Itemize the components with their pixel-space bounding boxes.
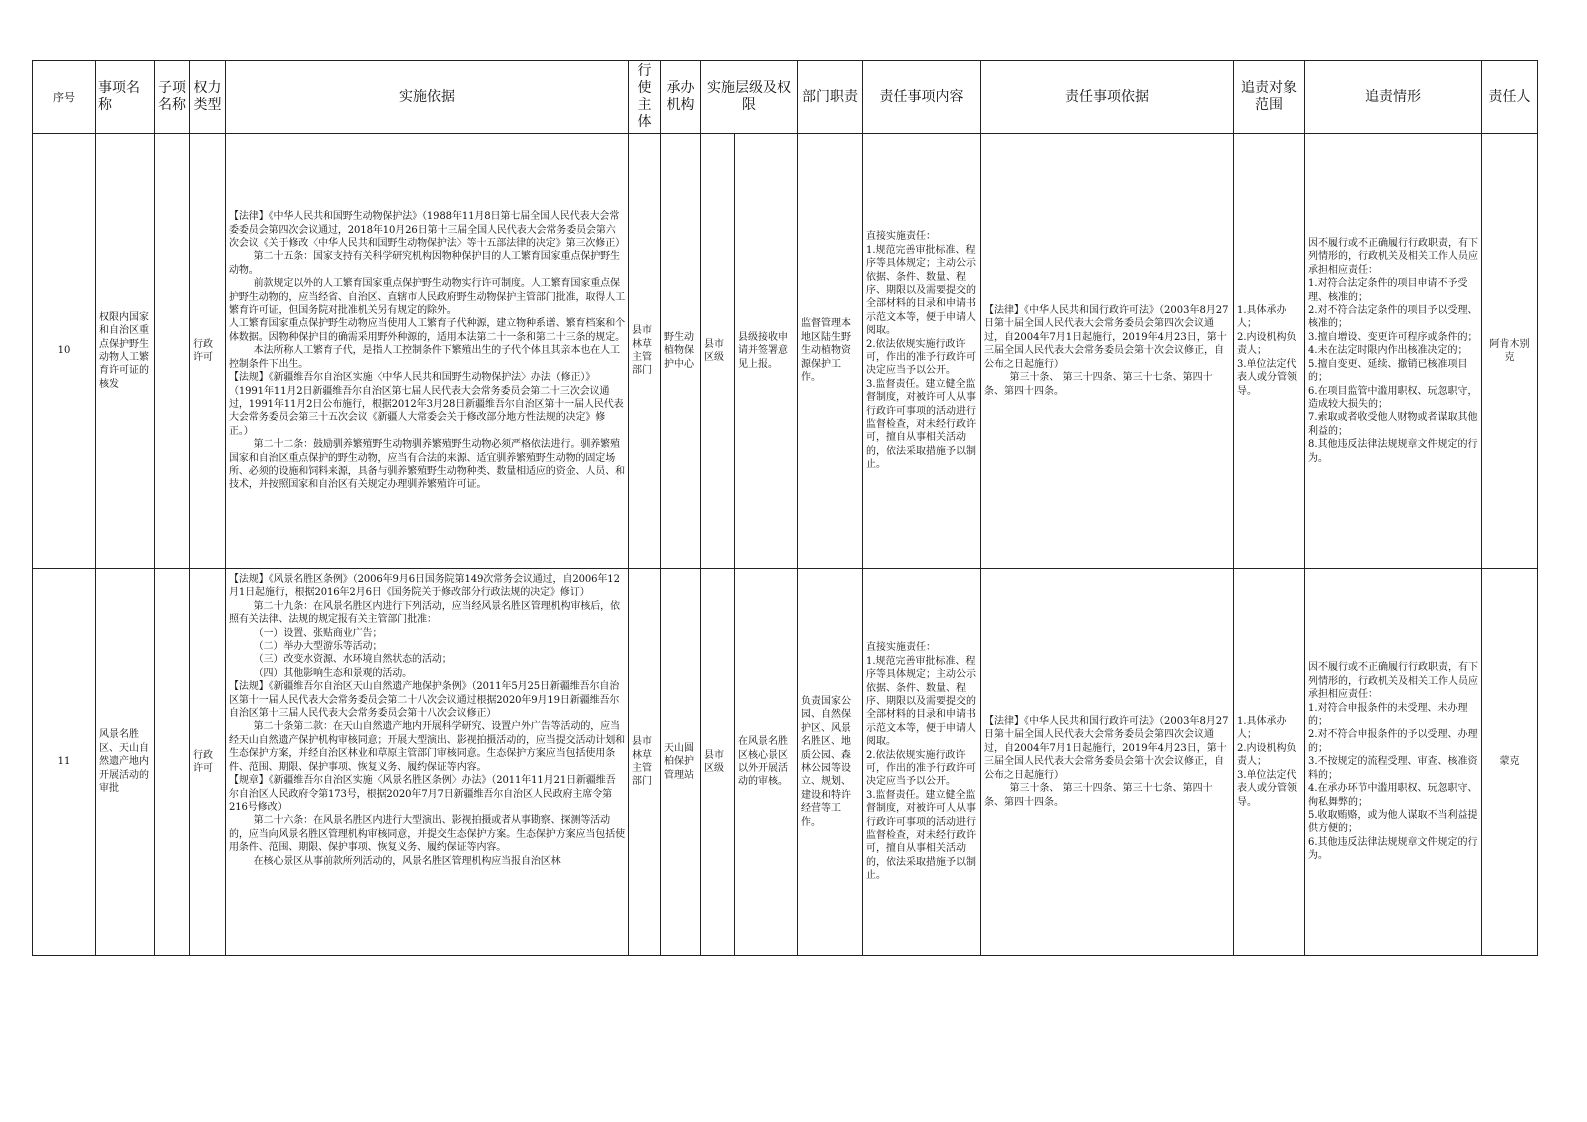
header-resp-basis: 责任事项依据 xyxy=(981,61,1234,134)
cell-responsible: 阿肯木别克 xyxy=(1482,134,1538,569)
responsibility-list-table xyxy=(32,60,1538,956)
header-seq: 序号 xyxy=(33,61,96,134)
cell-resp-content: 直接实施责任： 1.规范完善审批标准、程序等具体规定；主动公示依据、条件、数量、程序、期限以及需要提交的全部材料的目录和申请书示范文本等，便于申请人阅取。 2.依法依规实施行政许可，作出的准予行政许可决定应当予以公开。 3.监督责任。建立健全监督制度，对被许可人从事行政许可事项的活动进行监督检查，对未经行政许可，擅自从事相关活动的，依法采取措施予以制止。 xyxy=(863,569,981,956)
header-power-type: 权力类型 xyxy=(190,61,226,134)
cell-sub-item xyxy=(155,134,190,569)
cell-power-type: 行政许可 xyxy=(190,569,226,956)
cell-item-name: 风景名胜区、天山自然遗产地内开展活动的审批 xyxy=(96,569,155,956)
header-resp-content: 责任事项内容 xyxy=(863,61,981,134)
cell-executor: 县市林草主管部门 xyxy=(629,569,661,956)
header-dept-duty: 部门职责 xyxy=(798,61,863,134)
header-organizer: 承办机构 xyxy=(661,61,701,134)
header-account-scope: 追责对象范围 xyxy=(1234,61,1305,134)
header-sub-item: 子项名称 xyxy=(155,61,190,134)
cell-sub-item xyxy=(155,569,190,956)
header-executor: 行使主体 xyxy=(629,61,661,134)
header-basis: 实施依据 xyxy=(226,61,629,134)
cell-basis: 【法律】《中华人民共和国野生动物保护法》（1988年11月8日第七届全国人民代表大会常委委员会第四次会议通过，2018年10月26日第十三届全国人民代表大会常务委员会第六次会议《关于修改〈中华人民共和国野生动物保护法〉等十五部法律的决定》第三次修正） 第二十五条：国家支持有关科学研究机构因物种保护目的人工繁育国家重点保护野生动物。 前款规定以外的人工繁育国家重点保护野生动物实行许可制度。人工繁育国家重点保护野生动物的，应当经省、自治区、直辖市人民政府野生动物保护主管部门批准，取得人工繁育许可证，但国务院对批准机关另有规定的除外。 人工繁育国家重点保护野生动物应当使用人工繁育子代种源，建立物种系谱、繁育档案和个体数据。因物种保护目的确需采用野外种源的，适用本法第二十一条和第二十三条的规定。 本法所称人工繁育子代，是指人工控制条件下繁殖出生的子代个体且其亲本也在人工控制条件下出生。 【法规】《新疆维吾尔自治区实施〈中华人民共和国野生动物保护法〉办法（修正）》（1991年11月2日新疆维吾尔自治区第七届人民代表大会常务委员会第二十三次会议通过，1991年11月2日公布施行，根据2012年3月28日新疆维吾尔自治区第十一届人民代表大会常务委员会第三十五次会议《新疆人大常委会关于修改部分地方性法规的决定》修正。） 第二十二条：鼓励驯养繁殖野生动物驯养繁殖野生动物必须严格依法进行。驯养繁殖国家和自治区重点保护的野生动物，应当有合法的来源、适宜驯养繁殖野生动物的固定场所、必须的设施和饲料来源，具备与驯养繁殖野生动物种类、数量相适应的资金、人员、和技术，并按照国家和自治区有关规定办理驯养繁殖许可证。 xyxy=(226,134,629,569)
cell-responsible: 蒙克 xyxy=(1482,569,1538,956)
header-responsible: 责任人 xyxy=(1482,61,1538,134)
cell-basis: 【法规】《风景名胜区条例》（2006年9月6日国务院第149次常务会议通过，自2006年12月1日起施行，根据2016年2月6日《国务院关于修改部分行政法规的决定》修订） 第二十九条：在风景名胜区内进行下列活动，应当经风景名胜区管理机构审核后，依照有关法律、法规的规定报有关主管部门批准： （一）设置、张贴商业广告； （二）举办大型游乐等活动； （三）改变水资源、水环境自然状态的活动； （四）其他影响生态和景观的活动。 【法规】《新疆维吾尔自治区天山自然遗产地保护条例》（2011年5月25日新疆维吾尔自治区第十一届人民代表大会常务委员会第二十八次会议通过根据2020年9月19日新疆维吾尔自治区第十三届人民代表大会常务委员会第十八次会议修正） 第二十条第二款：在天山自然遗产地内开展科学研究、设置户外广告等活动的，应当经天山自然遗产保护机构审核同意；开展大型演出、影视拍摄活动的，应当提交活动计划和生态保护方案，并经自治区林业和草原主管部门审核同意。生态保护方案应当包括使用条件、范围、期限、保护事项、恢复义务、履约保证等内容。 【规章】《新疆维吾尔自治区实施〈风景名胜区条例〉办法》（2011年11月21日新疆维吾尔自治区人民政府令第173号，根据2020年7月7日新疆维吾尔自治区人民政府主席令第216号修改） 第二十六条：在风景名胜区内进行大型演出、影视拍摄或者从事勘察、探测等活动的，应当向风景名胜区管理机构审核同意，并提交生态保护方案。生态保护方案应当包括使用条件、范围、期限、保护事项、恢复义务、履约保证等内容。 在核心景区从事前款所列活动的，风景名胜区管理机构应当报自治区林 xyxy=(226,569,629,956)
cell-executor: 县市林草主管部门 xyxy=(629,134,661,569)
cell-level-a: 县市区级 xyxy=(701,569,735,956)
cell-resp-basis: 【法律】《中华人民共和国行政许可法》（2003年8月27日第十届全国人民代表大会常务委员会第四次会议通过，自2004年7月1日起施行，2019年4月23日，第十三届全国人民代表大会常务委员会第十次会议修正，自公布之日起施行） 第三十条、 第三十四条、第三十七条、第四十条、第四十四条。 xyxy=(981,134,1234,569)
cell-account-scope: 1.具体承办人； 2.内设机构负责人； 3.单位法定代表人或分管领导。 xyxy=(1234,569,1305,956)
cell-account-case: 因不履行或不正确履行行政职责，有下列情形的，行政机关及相关工作人员应承担相应责任： 1.对符合法定条件的项目申请不予受理、核准的； 2.对不符合法定条件的项目予以受理、核准的； 3.擅自增设、变更许可程序或条件的； 4.未在法定时限内作出核准决定的； 5.擅自变更、延续、撤销已核准项目的； 6.在项目监管中滥用职权、玩忽职守，造成较大损失的； 7.索取或者收受他人财物或者谋取其他利益的； 8.其他违反法律法规规章文件规定的行为。 xyxy=(1305,134,1482,569)
cell-power-type: 行政许可 xyxy=(190,134,226,569)
table-row xyxy=(33,134,1538,569)
cell-level-a: 县市区级 xyxy=(701,134,735,569)
cell-account-case: 因不履行或不正确履行行政职责，有下列情形的，行政机关及相关工作人员应承担相应责任： 1.对符合申报条件的未受理、未办理的； 2.对不符合申报条件的予以受理、办理的； 3.不按规定的流程受理、审查、核准资料的； 4.在承办环节中滥用职权、玩忽职守、徇私舞弊的； 5.收取贿赂，或为他人谋取不当利益提供方便的； 6.其他违反法律法规规章文件规定的行为。 xyxy=(1305,569,1482,956)
cell-resp-content: 直接实施责任： 1.规范完善审批标准、程序等具体规定；主动公示依据、条件、数量、程序、期限以及需要提交的全部材料的目录和申请书示范文本等，便于申请人阅取。 2.依法依规实施行政许可，作出的准予行政许可决定应当予以公开。 3.监督责任。建立健全监督制度，对被许可人从事行政许可事项的活动进行监督检查，对未经行政许可，擅自从事相关活动的，依法采取措施予以制止。 xyxy=(863,134,981,569)
header-item-name: 事项名称 xyxy=(96,61,155,134)
cell-item-name: 权限内国家和自治区重点保护野生动物人工繁育许可证的核发 xyxy=(96,134,155,569)
cell-level-b: 县级接收申请并签署意见上报。 xyxy=(735,134,798,569)
cell-account-scope: 1.具体承办人； 2.内设机构负责人； 3.单位法定代表人或分管领导。 xyxy=(1234,134,1305,569)
cell-seq: 10 xyxy=(33,134,96,569)
cell-level-b: 在风景名胜区核心景区以外开展活动的审核。 xyxy=(735,569,798,956)
table-row xyxy=(33,569,1538,956)
header-level: 实施层级及权限 xyxy=(701,61,798,134)
cell-seq: 11 xyxy=(33,569,96,956)
cell-organizer: 野生动植物保护中心 xyxy=(661,134,701,569)
cell-dept-duty: 负责国家公园、自然保护区、风景名胜区、地质公园、森林公园等设立、规划、建设和特许经营等工作。 xyxy=(798,569,863,956)
header-account-case: 追责情形 xyxy=(1305,61,1482,134)
table-header-row xyxy=(33,61,1538,134)
cell-dept-duty: 监督管理本地区陆生野生动植物资源保护工作。 xyxy=(798,134,863,569)
cell-resp-basis: 【法律】《中华人民共和国行政许可法》（2003年8月27日第十届全国人民代表大会常务委员会第四次会议通过，自2004年7月1日起施行，2019年4月23日，第十三届全国人民代表大会常务委员会第十次会议修正，自公布之日起施行） 第三十条、 第三十四条、第三十七条、第四十条、第四十四条。 xyxy=(981,569,1234,956)
cell-organizer: 天山圆柏保护管理站 xyxy=(661,569,701,956)
